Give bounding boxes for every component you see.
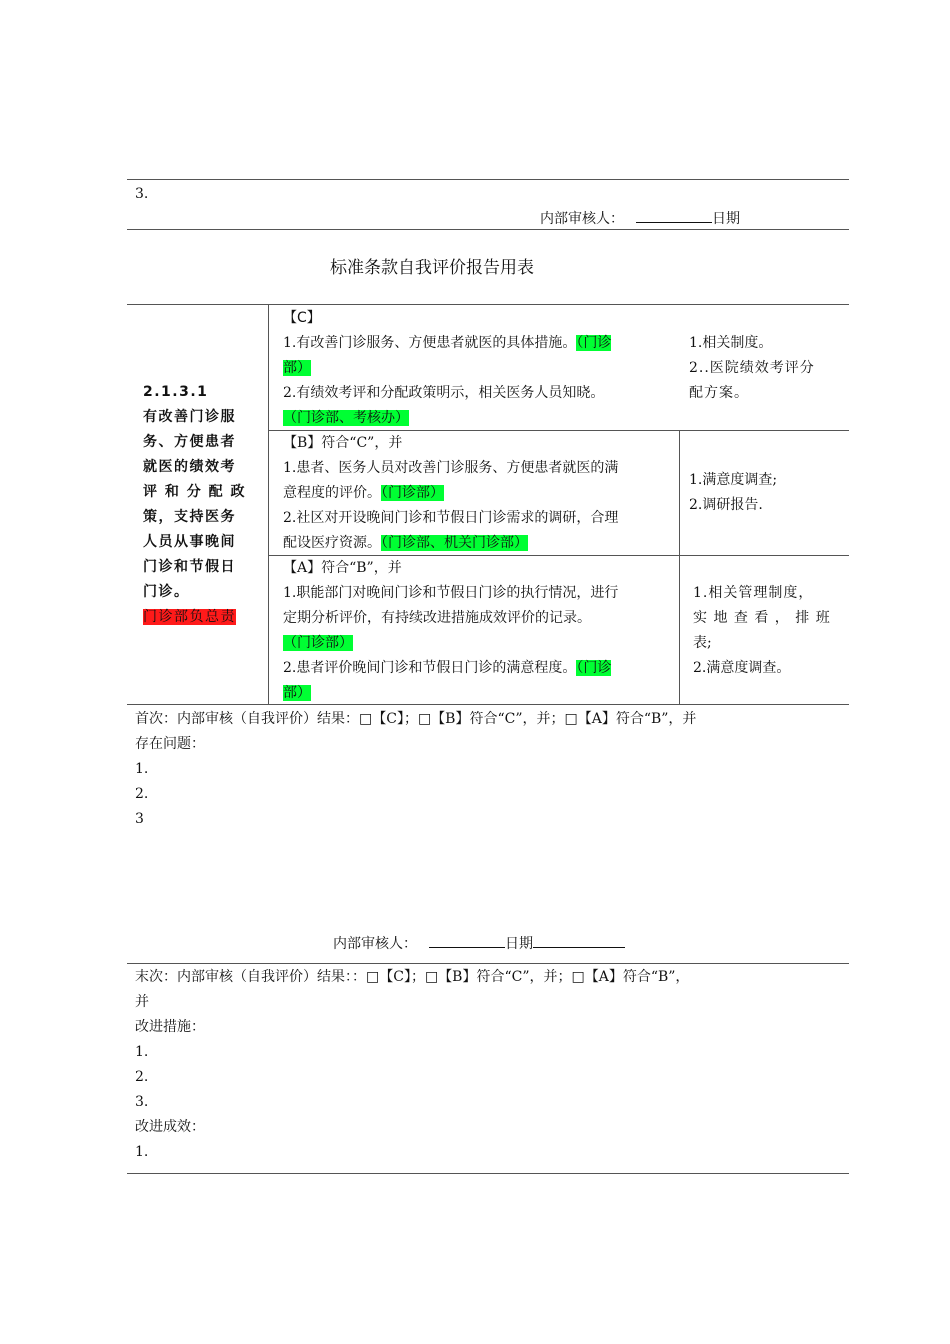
final-review-measure: 1. [135,1044,149,1060]
grade-c-item2-tag: （门诊部、考核办） [283,410,409,426]
table-top-border [127,304,849,305]
final-review-measure: 3. [135,1094,149,1110]
reviewer-label: 内部审核人： [540,211,624,227]
final-review-results-label: 改进成效： [135,1119,205,1135]
grade-c-item1-tag-cont: 部） [283,360,311,376]
reviewer-label: 内部审核人： [333,936,417,952]
first-review-issues-label: 存在问题： [135,736,205,752]
divider-final [127,963,849,964]
date-label: 日期 [712,211,740,227]
grade-b-item2: 2.社区对开设晚间门诊和节假日门诊需求的调研，合理 [283,510,619,526]
grade-c-item2: 2.有绩效考评和分配政策明示，相关医务人员知晓。 [283,385,605,401]
top-item-3: 3. [135,186,149,202]
grade-a-cell [283,556,673,706]
grade-b-item1: 1.患者、医务人员对改善门诊服务、方便患者就医的满 [283,460,619,476]
first-review-issue: 2. [135,786,149,802]
first-review-issue: 3 [135,811,144,827]
grade-a-item1-cont: 定期分析评价，有持续改进措施成效评价的记录。 [283,610,591,626]
reviewer-blank[interactable] [636,206,712,223]
grade-b-item2-cont: 配设医疗资源。 [283,535,381,551]
grade-a-header: 【A】符合“B”，并 [283,560,402,576]
clause-line: 务、方便患者 [143,434,236,450]
grade-a-item1-tag: （门诊部） [283,635,353,651]
grade-a-evidence-1-cont2: 表; [693,635,712,651]
grade-a-evidence-2: 2.满意度调查。 [693,660,791,676]
divider-bottom [127,1173,849,1174]
grade-c-evidence-2-cont: 配方案。 [689,385,749,401]
clause-code: 2.1.3.1 [143,384,209,400]
responsible-badge: 门诊部负总责 [143,609,236,625]
col-divider-2 [679,430,680,704]
final-review-measures-label: 改进措施： [135,1019,205,1035]
grade-a-evidence-1-cont: 实 地 查 看 ， 排 班 [693,610,831,626]
clause-line: 有改善门诊服 [143,409,236,425]
grade-c-header: 【C】 [283,310,321,326]
divider-title-top [127,229,849,230]
grade-a-item1: 1.职能部门对晚间门诊和节假日门诊的执行情况，进行 [283,585,619,601]
grade-c-evidence-2: 2..医院绩效考评分 [689,360,815,376]
grade-c-cell [283,306,673,431]
grade-b-item1-tag: （门诊部） [381,485,444,501]
clause-line: 评 和 分 配 政 [143,484,246,500]
clause-line: 策，支持医务 [143,509,236,525]
page-title: 标准条款自我评价报告用表 [330,258,534,278]
clause-line: 门诊。 [143,584,190,600]
grade-c-evidence [689,331,839,406]
clause-line: 门诊和节假日 [143,559,236,575]
final-review-result-cont: 并 [135,994,149,1010]
clause-line: 人员从事晚间 [143,534,236,550]
final-review-measure: 2. [135,1069,149,1085]
final-review-result-item: 1. [135,1144,149,1160]
col-divider-1 [268,304,269,704]
date-blank[interactable] [533,931,625,948]
divider-top [127,179,849,180]
grade-b-item2-tag: （门诊部、机关门诊部） [381,535,528,551]
grade-b-evidence-2: 2.调研报告. [689,497,763,513]
reviewer-blank[interactable] [429,931,505,948]
grade-b-evidence [689,468,839,518]
grade-a-evidence-1: 1.相关管理制度， [693,585,814,601]
grade-c-evidence-1: 1.相关制度。 [689,335,773,351]
grade-b-cell [283,431,673,556]
final-review-result: 末次：内部审核（自我评价）结果：：□【C】；□【B】符合“C”，并；□【A】符合“B”， [135,969,690,985]
grade-b-item1-cont: 意程度的评价。 [283,485,381,501]
grade-a-item2-tag: （门诊 [576,660,612,676]
grade-b-header: 【B】符合“C”，并 [283,435,403,451]
clause-line: 就医的绩效考 [143,459,236,475]
evaluation-table [127,304,849,705]
grade-b-evidence-1: 1.满意度调查; [689,472,778,488]
grade-c-item1: 1.有改善门诊服务、方便患者就医的具体措施。 [283,335,577,351]
clause-cell [143,380,255,630]
grade-c-item1-tag: （门诊 [576,335,612,351]
grade-a-item2: 2.患者评价晚间门诊和节假日门诊的满意程度。 [283,660,577,676]
date-label: 日期 [505,936,533,952]
grade-a-item2-tag-cont: 部） [283,685,311,701]
first-review-signature-line [333,931,625,957]
grade-a-evidence [693,581,839,681]
first-review-issue: 1. [135,761,149,777]
first-review-result: 首次：内部审核（自我评价）结果：□【C】；□【B】符合“C”，并；□【A】符合“B”，并 [135,711,697,727]
